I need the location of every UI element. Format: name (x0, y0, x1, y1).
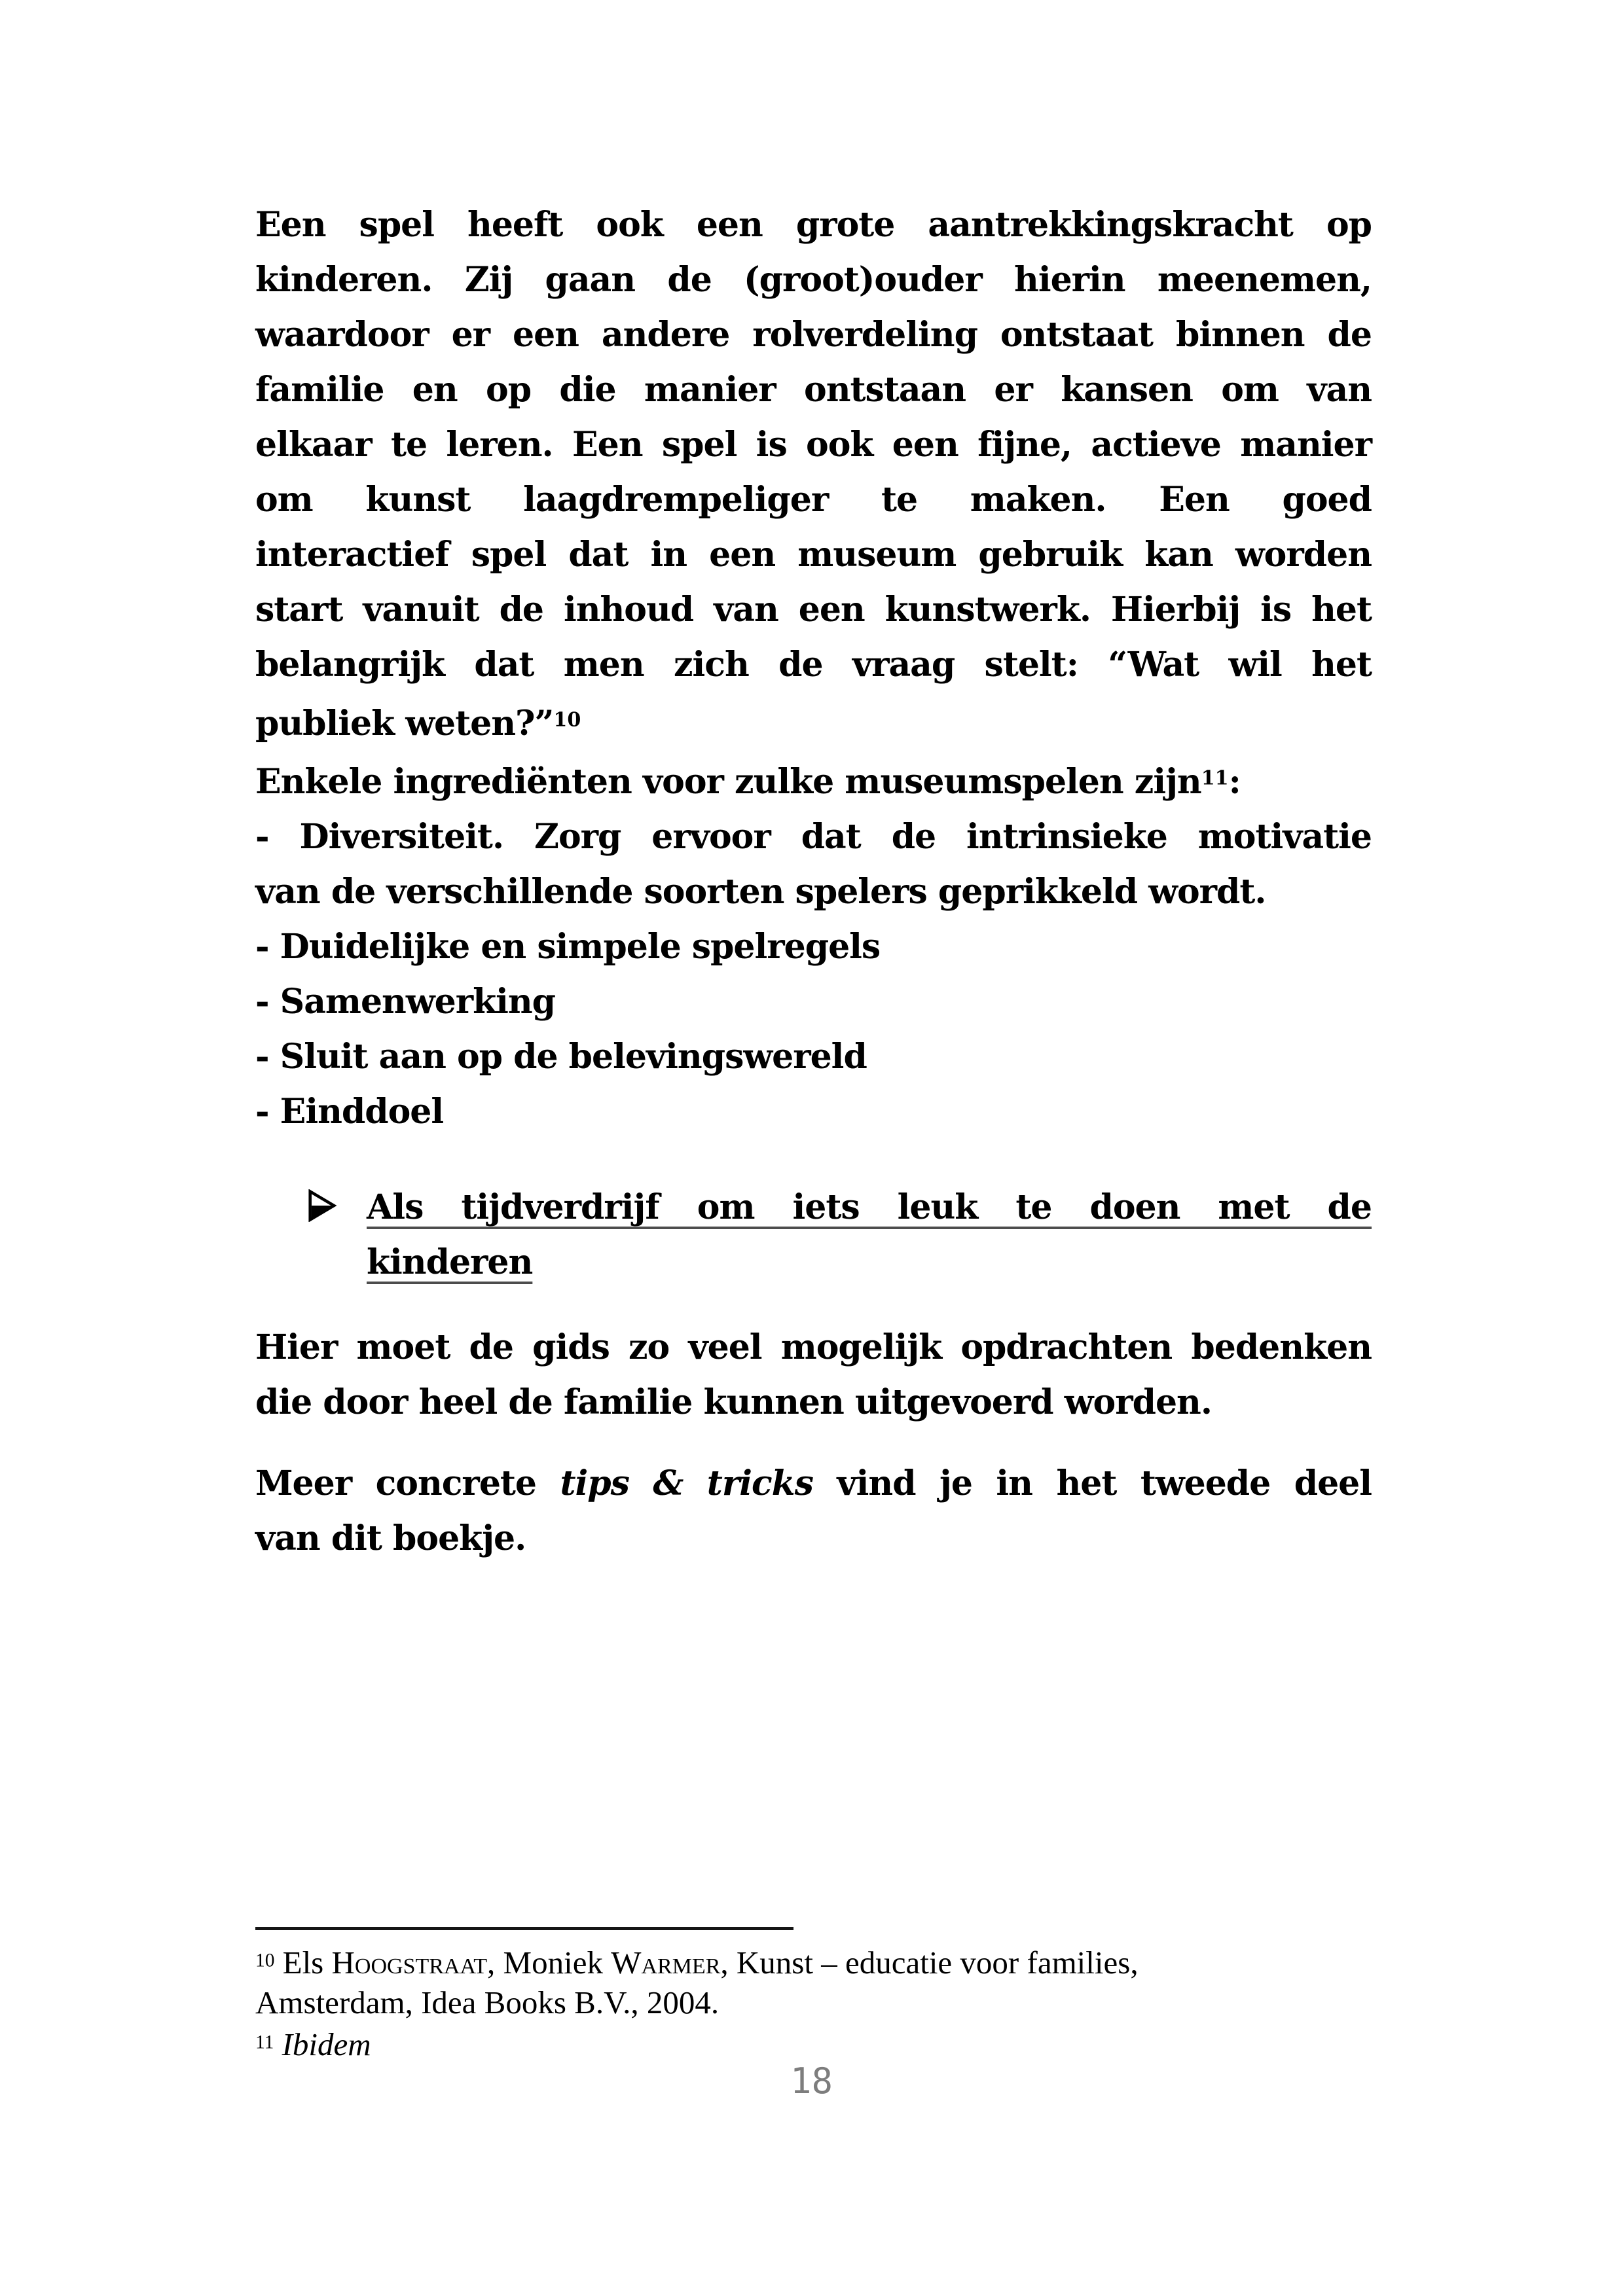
text-line: start vanuit de inhoud van een kunstwerk. Hierbij is het (255, 590, 1372, 630)
text-line: - Diversiteit. Zorg ervoor dat de intrinsieke motivatie (255, 817, 1372, 857)
ingredients-intro (255, 751, 1372, 810)
text-line: van de verschillende soorten spelers geprikkeld wordt. (255, 872, 1266, 912)
text-line: - Sluit aan op de belevingswereld (255, 1037, 867, 1077)
footnote-line-3: $^{11}$ Ibidem (255, 2026, 371, 2062)
text-line: - Duidelijke en simpele spelregels (255, 927, 881, 967)
text-line: van dit boekje. (255, 1518, 526, 1559)
footnote-separator (255, 1927, 793, 1930)
text-line: om kunst laagdrempeliger te maken. Een goed (255, 480, 1372, 520)
text-line: waardoor er een andere rolverdeling ontstaat binnen de (255, 315, 1372, 355)
text-line: Een spel heeft ook een grote aantrekkingskracht op (255, 205, 1372, 245)
text-line: publiek weten?”$^{10}$ (255, 703, 581, 744)
text-line: elkaar te leren. Een spel is ook een fijne, actieve manier (255, 425, 1372, 465)
text-line: kinderen. Zij gaan de (groot)ouder hierin meenemen, (255, 260, 1372, 300)
tips-paragraph (255, 1456, 1372, 1566)
text-line: belangrijk dat men zich de vraag stelt: “Wat wil het (255, 645, 1372, 685)
text-line: Meer concrete tips & tricks vind je in het tweede deel (255, 1463, 1372, 1504)
text-line: Als tijdverdrijf om iets leuk te doen met de (367, 1187, 1372, 1228)
gids-paragraph (255, 1320, 1372, 1430)
footnotes (255, 1941, 1368, 2064)
intro-paragraph (255, 198, 1372, 751)
list-item-einddoel (255, 1085, 1372, 1139)
text-line: kinderen (367, 1242, 533, 1283)
page-body-text (255, 198, 1372, 1566)
footnote-line-2: Amsterdam, Idea Books B.V., 2004. (255, 1984, 720, 2021)
text-line: - Samenwerking (255, 982, 556, 1022)
text-line: Enkele ingrediënten voor zulke museumspelen zijn$^{11}$: (255, 762, 1241, 802)
text-line: interactief spel dat in een museum gebruik kan worden (255, 535, 1372, 575)
list-item-spelregels (255, 920, 1372, 975)
footnote-line-1: $^{10}$ Els Hoogstraat, Moniek Warmer, Kunst – educatie voor families, (255, 1945, 1139, 1981)
page-number: 18 (790, 2060, 833, 2102)
text-line: familie en op die manier ontstaan er kansen om van (255, 370, 1372, 410)
list-item-belevingswereld (255, 1030, 1372, 1085)
list-item-samenwerking (255, 975, 1372, 1030)
text-line: - Einddoel (255, 1092, 444, 1132)
text-line: Hier moet de gids zo veel mogelijk opdrachten bedenken (255, 1327, 1372, 1368)
list-item-diversiteit (255, 810, 1372, 920)
heading-tijdverdrijf (255, 1180, 1372, 1290)
arrow-bullet-icon (308, 1189, 338, 1222)
text-line: die door heel de familie kunnen uitgevoerd worden. (255, 1382, 1212, 1423)
